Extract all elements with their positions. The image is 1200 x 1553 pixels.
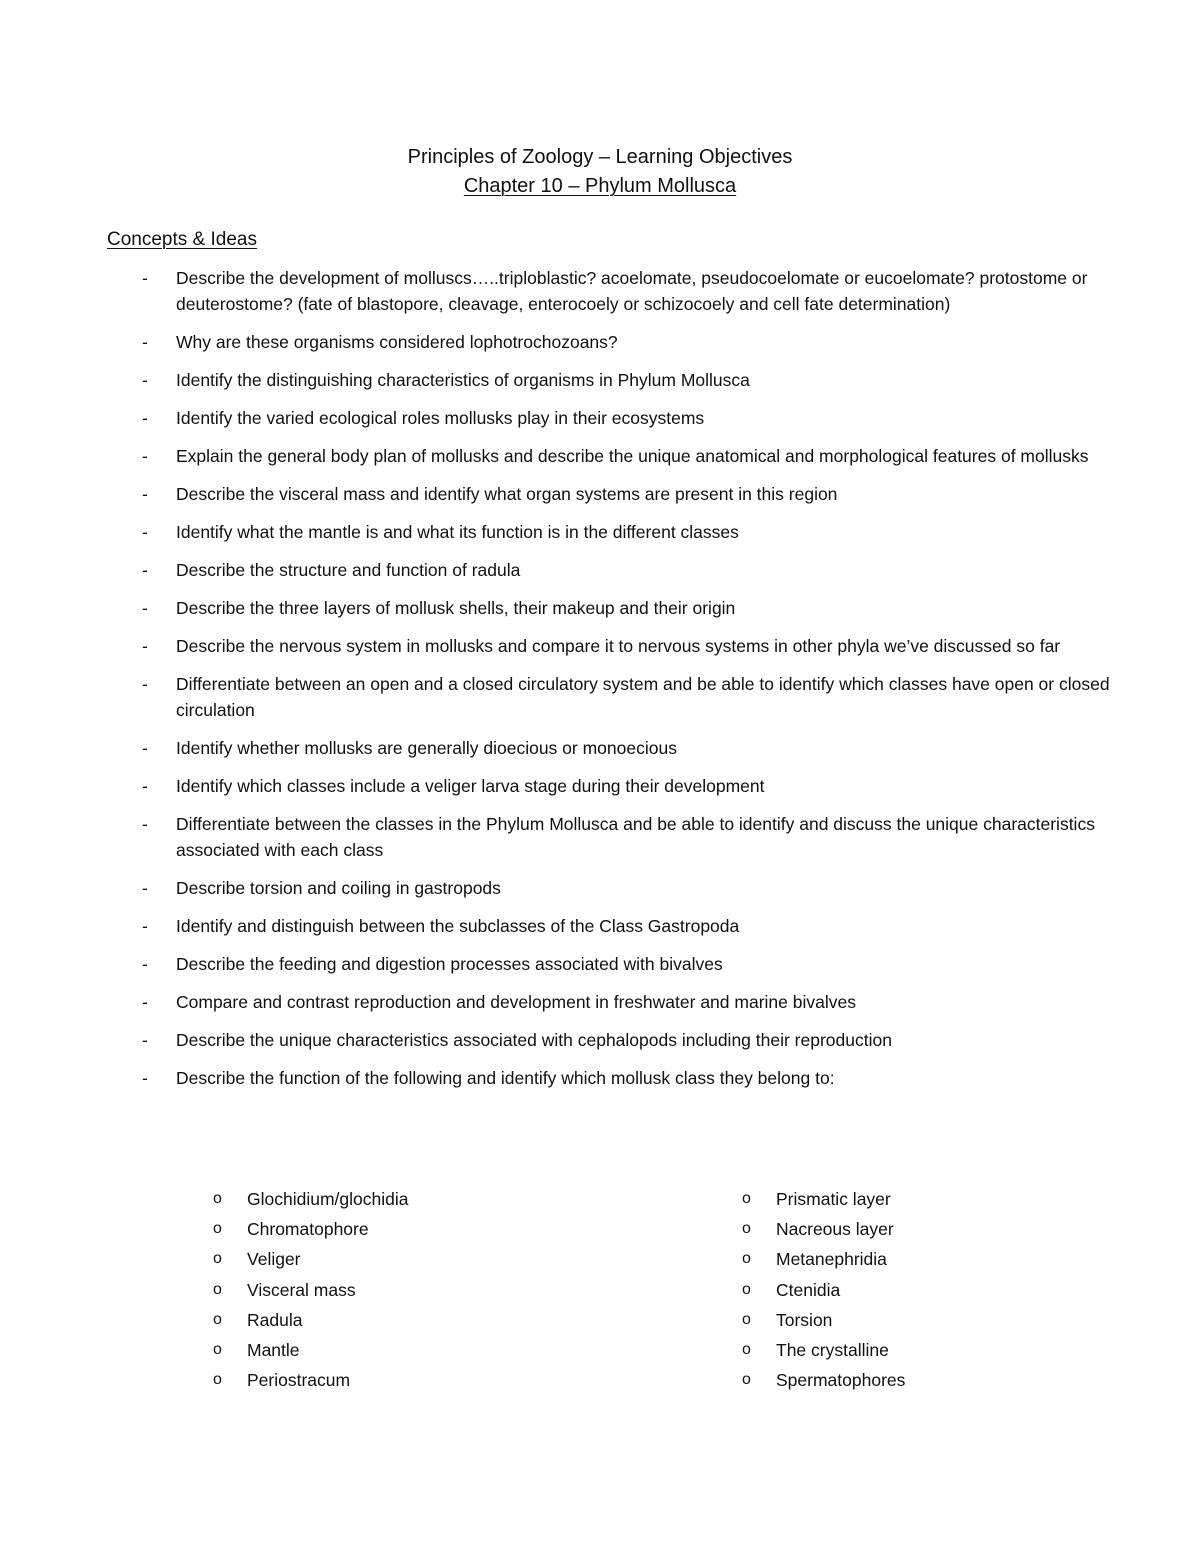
term-text: Chromatophore (247, 1219, 369, 1240)
objective-text: Describe the function of the following and identify which mollusk class they belong to: (176, 1068, 835, 1088)
chapter-heading: Chapter 10 – Phylum Mollusca (463, 175, 737, 197)
objective-text: Identify the varied ecological roles mollusks play in their ecosystems (176, 408, 705, 428)
objective-item (0, 989, 1200, 1015)
circle-bullet: o (742, 1371, 751, 1389)
objective-item (0, 405, 1200, 431)
dash-bullet: - (142, 992, 148, 1012)
objective-item (0, 367, 1200, 393)
objective-text: Describe the structure and function of radula (176, 560, 521, 580)
objective-text: Compare and contrast reproduction and development in freshwater and marine bivalves (176, 992, 856, 1012)
circle-bullet: o (742, 1250, 751, 1268)
dash-bullet: - (142, 560, 148, 580)
objective-item (0, 951, 1200, 977)
dash-bullet: - (142, 738, 148, 758)
term-text: Radula (247, 1309, 303, 1330)
objective-item (0, 1027, 1200, 1053)
objective-text: Differentiate between the classes in the Phylum Mollusca and be able to identify and discuss the unique characteristics associated with each class (176, 814, 1095, 860)
objective-item (0, 519, 1200, 545)
objective-item (0, 913, 1200, 939)
document-title: Principles of Zoology – Learning Objectives (407, 146, 793, 168)
term-text: Spermatophores (776, 1370, 906, 1391)
objective-item (0, 773, 1200, 799)
dash-bullet: - (142, 408, 148, 428)
objective-item (0, 671, 1200, 723)
dash-bullet: - (142, 636, 148, 656)
circle-bullet: o (213, 1371, 222, 1389)
objectives-list (0, 265, 1200, 1103)
circle-bullet: o (742, 1280, 751, 1298)
objective-item (0, 443, 1200, 469)
dash-bullet: - (142, 1068, 148, 1088)
objective-text: Describe the nervous system in mollusks and compare it to nervous systems in other phyla we’ve discussed so far (176, 636, 1061, 656)
objective-item (0, 481, 1200, 507)
term-text: Torsion (776, 1309, 833, 1330)
objective-item (0, 329, 1200, 355)
objective-text: Describe the three layers of mollusk shells, their makeup and their origin (176, 598, 736, 618)
dash-bullet: - (142, 878, 148, 898)
objective-item (0, 811, 1200, 863)
term-text: The crystalline (776, 1339, 889, 1360)
term-text: Visceral mass (247, 1279, 356, 1300)
term-text: Glochidium/glochidia (247, 1189, 409, 1209)
dash-bullet: - (142, 598, 148, 618)
term-text: Nacreous layer (776, 1219, 894, 1240)
objective-text: Identify and distinguish between the subclasses of the Class Gastropoda (176, 916, 740, 936)
terms-list (0, 1186, 1200, 1396)
objective-text: Identify which classes include a veliger larva stage during their development (176, 776, 765, 796)
objective-item (0, 557, 1200, 583)
objective-text: Identify what the mantle is and what its function is in the different classes (176, 522, 739, 542)
objective-text: Why are these organisms considered lophotrochozoans? (176, 332, 618, 352)
term-text: Periostracum (247, 1370, 351, 1391)
dash-bullet: - (142, 1030, 148, 1050)
dash-bullet: - (142, 814, 148, 834)
term-text: Ctenidia (776, 1279, 841, 1300)
objective-text: Identify the distinguishing characteristics of organisms in Phylum Mollusca (176, 370, 750, 390)
dash-bullet: - (142, 370, 148, 390)
objective-text: Describe the visceral mass and identify what organ systems are present in this region (176, 484, 838, 504)
objective-item (0, 1065, 1200, 1091)
circle-bullet: o (742, 1220, 751, 1238)
objective-text: Describe torsion and coiling in gastropods (176, 878, 501, 898)
dash-bullet: - (142, 484, 148, 504)
dash-bullet: - (142, 916, 148, 936)
objective-item (0, 735, 1200, 761)
circle-bullet: o (742, 1340, 751, 1358)
objective-text: Identify whether mollusks are generally dioecious or monoecious (176, 738, 677, 758)
objective-item (0, 633, 1200, 659)
objective-text: Describe the development of molluscs…..triploblastic? acoelomate, pseudocoelomate or eucoelomate? protostome or deuterostome? (fate of blastopore, cleavage, enterocoely or schizocoely and cell fate determination) (176, 268, 1088, 314)
objective-text: Describe the unique characteristics associated with cephalopods including their reproduction (176, 1030, 892, 1050)
objective-text: Differentiate between an open and a closed circulatory system and be able to identify which classes have open or closed circulation (176, 674, 1110, 720)
circle-bullet: o (213, 1220, 222, 1238)
objective-item (0, 595, 1200, 621)
section-heading: Concepts & Ideas (107, 229, 257, 250)
term-text: Mantle (247, 1339, 300, 1360)
term-text: Veliger (247, 1249, 301, 1270)
objective-text: Describe the feeding and digestion processes associated with bivalves (176, 954, 723, 974)
term-text: Metanephridia (776, 1249, 887, 1270)
objective-text: Explain the general body plan of mollusks and describe the unique anatomical and morphological features of mollusks (176, 446, 1089, 466)
title-block (0, 143, 1200, 201)
dash-bullet: - (142, 522, 148, 542)
dash-bullet: - (142, 446, 148, 466)
circle-bullet: o (742, 1190, 751, 1207)
dash-bullet: - (142, 268, 148, 288)
circle-bullet: o (213, 1250, 222, 1268)
circle-bullet: o (213, 1310, 222, 1328)
circle-bullet: o (213, 1340, 222, 1358)
dash-bullet: - (142, 332, 148, 352)
dash-bullet: - (142, 776, 148, 796)
circle-bullet: o (742, 1310, 751, 1328)
dash-bullet: - (142, 674, 148, 694)
term-text: Prismatic layer (776, 1189, 891, 1209)
dash-bullet: - (142, 954, 148, 974)
circle-bullet: o (213, 1280, 222, 1298)
objective-item (0, 875, 1200, 901)
objective-item (0, 265, 1200, 317)
circle-bullet: o (213, 1190, 222, 1207)
